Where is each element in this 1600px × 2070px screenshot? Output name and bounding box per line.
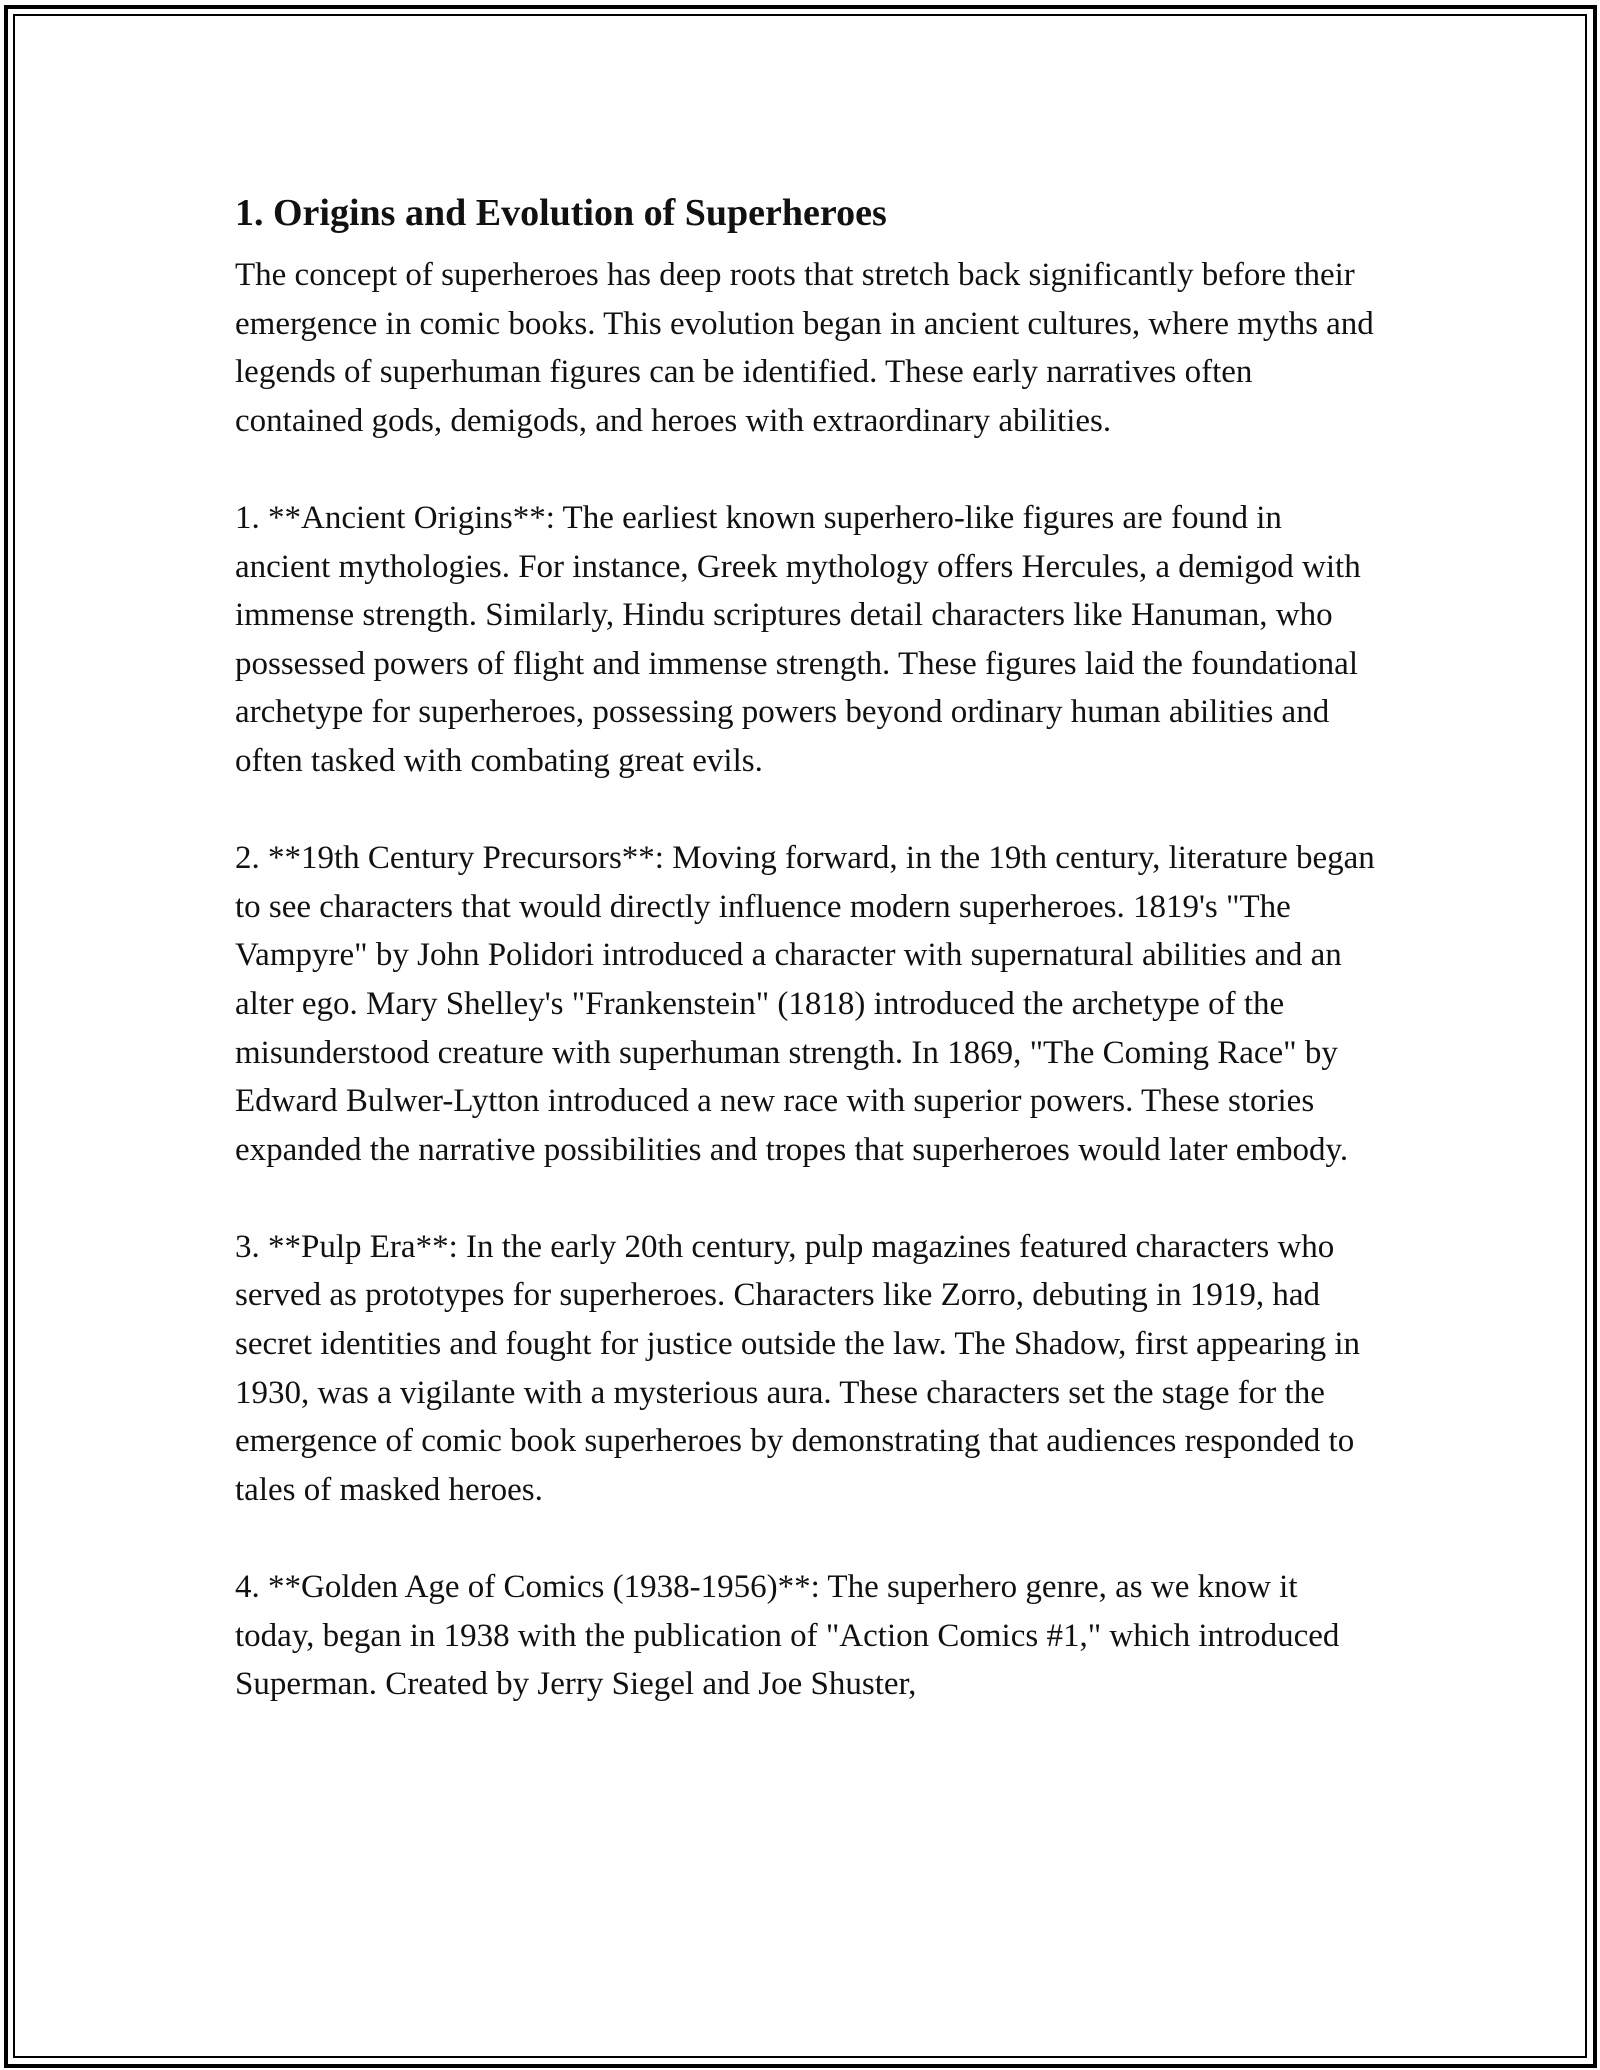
intro-paragraph: The concept of superheroes has deep roots that stretch back significantly before their emergence in comic books. This evolution began in ancient cultures, where myths and legends of superhuman figures can be identified. These early narratives often contained gods, demigods, and heroes with extraordinary abilities. <box>235 257 1374 439</box>
golden-age-paragraph: 4. **Golden Age of Comics (1938-1956)**: The superhero genre, as we know it today, began in 1938 with the publication of "Action Comics #1," which introduced Superman. Created by Jerry Siegel and Joe Shuster, <box>235 1569 1340 1703</box>
document-body <box>235 185 1385 1757</box>
nineteenth-century-paragraph: 2. **19th Century Precursors**: Moving forward, in the 19th century, literature began to see characters that would directly influence modern superheroes. 1819's "The Vampyre" by John Polidori introduced a character with supernatural abilities and an alter ego. Mary Shelley's "Frankenstein" (1818) introduced the archetype of the misunderstood creature with superhuman strength. In 1869, "The Coming Race" by Edward Bulwer-Lytton introduced a new race with superior powers. These stories expanded the narrative possibilities and tropes that superheroes would later embody. <box>235 840 1375 1168</box>
ancient-origins-paragraph: 1. **Ancient Origins**: The earliest known superhero-like figures are found in ancient mythologies. For instance, Greek mythology offers Hercules, a demigod with immense strength. Similarly, Hindu scriptures detail characters like Hanuman, who possessed powers of flight and immense strength. These figures laid the foundational archetype for superheroes, possessing powers beyond ordinary human abilities and often tasked with combating great evils. <box>235 499 1361 779</box>
pulp-era-paragraph: 3. **Pulp Era**: In the early 20th century, pulp magazines featured characters who served as prototypes for superheroes. Characters like Zorro, debuting in 1919, had secret identities and fought for justice outside the law. The Shadow, first appearing in 1930, was a vigilante with a mysterious aura. These characters set the stage for the emergence of comic book superheroes by demonstrating that audiences responded to tales of masked heroes. <box>235 1228 1361 1508</box>
section-heading: 1. Origins and Evolution of Superheroes <box>235 192 887 234</box>
